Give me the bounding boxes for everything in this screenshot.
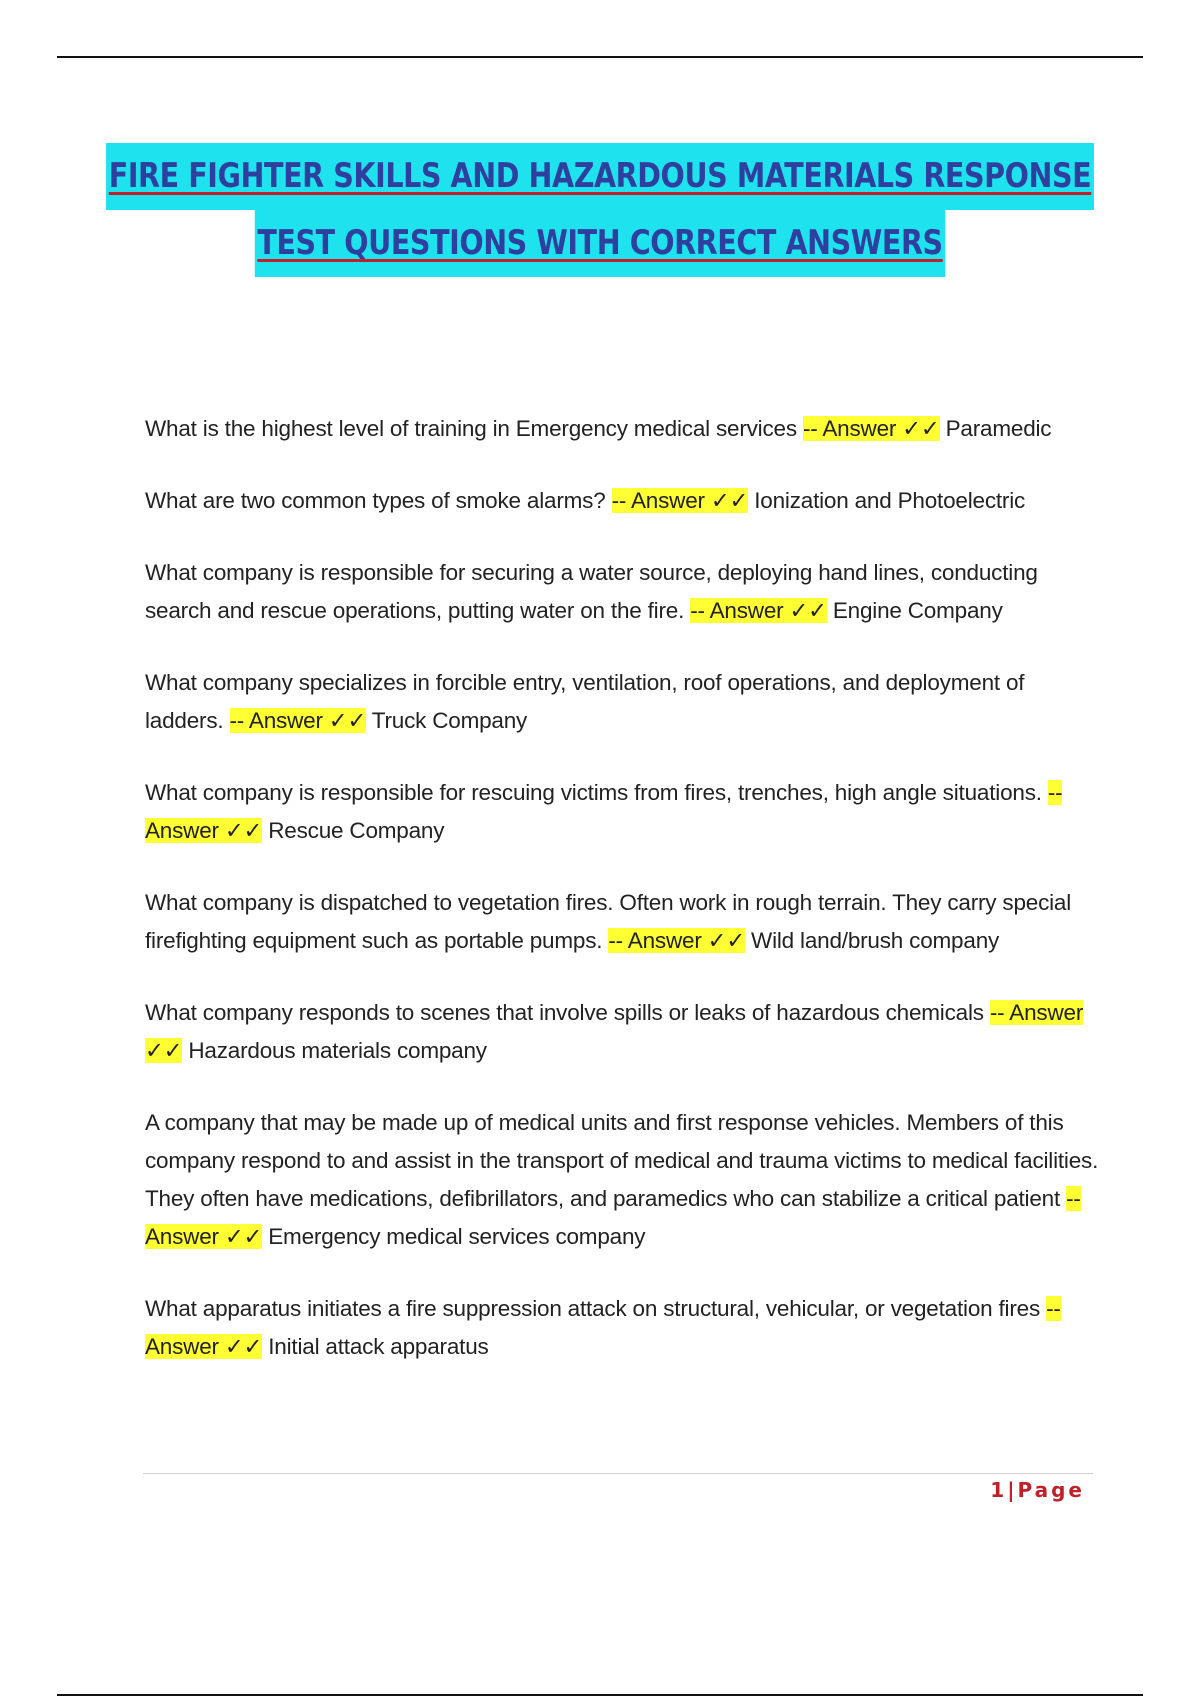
answer-marker: -- Answer ✓✓ bbox=[145, 1186, 1081, 1249]
answer-marker: -- Answer ✓✓ bbox=[690, 598, 827, 623]
answer-marker: -- Answer ✓✓ bbox=[145, 780, 1063, 843]
bottom-border-line bbox=[57, 1694, 1143, 1696]
question-text: What apparatus initiates a fire suppression attack on structural, vehicular, or vegetation fires bbox=[145, 1296, 1041, 1321]
qa-item bbox=[145, 482, 1100, 520]
qa-item bbox=[145, 410, 1100, 448]
answer-text: Rescue Company bbox=[268, 818, 445, 843]
question-text: What company is dispatched to vegetation fires. Often work in rough terrain. They carry special firefighting equipment such as portable pumps. bbox=[145, 890, 1072, 953]
answer-text: Emergency medical services company bbox=[268, 1224, 646, 1249]
answer-marker: -- Answer ✓✓ bbox=[229, 708, 367, 733]
answer-text: Ionization and Photoelectric bbox=[754, 488, 1026, 513]
answer-text: Paramedic bbox=[945, 416, 1052, 441]
question-text: What are two common types of smoke alarms? bbox=[145, 488, 606, 513]
answer-text: Hazardous materials company bbox=[188, 1038, 487, 1063]
footer-divider bbox=[143, 1473, 1093, 1474]
document-title bbox=[96, 143, 1104, 277]
title-line-2: TEST QUESTIONS WITH CORRECT ANSWERS bbox=[255, 210, 945, 277]
answer-marker: -- Answer ✓✓ bbox=[611, 488, 749, 513]
answer-marker: -- Answer ✓✓ bbox=[802, 416, 940, 441]
answer-text: Initial attack apparatus bbox=[268, 1334, 489, 1359]
qa-item bbox=[145, 554, 1100, 630]
qa-item bbox=[145, 994, 1100, 1070]
answer-text: Engine Company bbox=[832, 598, 1003, 623]
question-text: What company is responsible for securing a water source, deploying hand lines, conducting search and rescue operations, putting water on the fire. bbox=[145, 560, 1038, 623]
answer-marker: -- Answer ✓✓ bbox=[608, 928, 745, 953]
answer-text: Wild land/brush company bbox=[751, 928, 1000, 953]
top-border-line bbox=[57, 56, 1143, 58]
title-line-1: FIRE FIGHTER SKILLS AND HAZARDOUS MATERIALS RESPONSE bbox=[106, 143, 1094, 210]
answer-marker: -- Answer ✓✓ bbox=[145, 1296, 1061, 1359]
answer-marker: -- Answer ✓✓ bbox=[145, 1000, 1084, 1063]
question-text: A company that may be made up of medical units and first response vehicles. Members of this company respond to and assist in the transport of medical and trauma victims to medical facilities. They often have medications, defibrillators, and paramedics who can stabilize a critical patient bbox=[145, 1110, 1099, 1211]
qa-item bbox=[145, 1290, 1100, 1366]
question-text: What company responds to scenes that involve spills or leaks of hazardous chemicals bbox=[145, 1000, 984, 1025]
question-answer-list bbox=[145, 410, 1100, 1400]
answer-text: Truck Company bbox=[371, 708, 528, 733]
question-text: What company is responsible for rescuing victims from fires, trenches, high angle situations. bbox=[145, 780, 1042, 805]
qa-item bbox=[145, 774, 1100, 850]
page-number: 1|Page bbox=[990, 1478, 1085, 1502]
qa-item bbox=[145, 664, 1100, 740]
qa-item bbox=[145, 1104, 1100, 1256]
qa-item bbox=[145, 884, 1100, 960]
question-text: What is the highest level of training in Emergency medical services bbox=[145, 416, 797, 441]
question-text: What company specializes in forcible entry, ventilation, roof operations, and deployment of ladders. bbox=[145, 670, 1025, 733]
